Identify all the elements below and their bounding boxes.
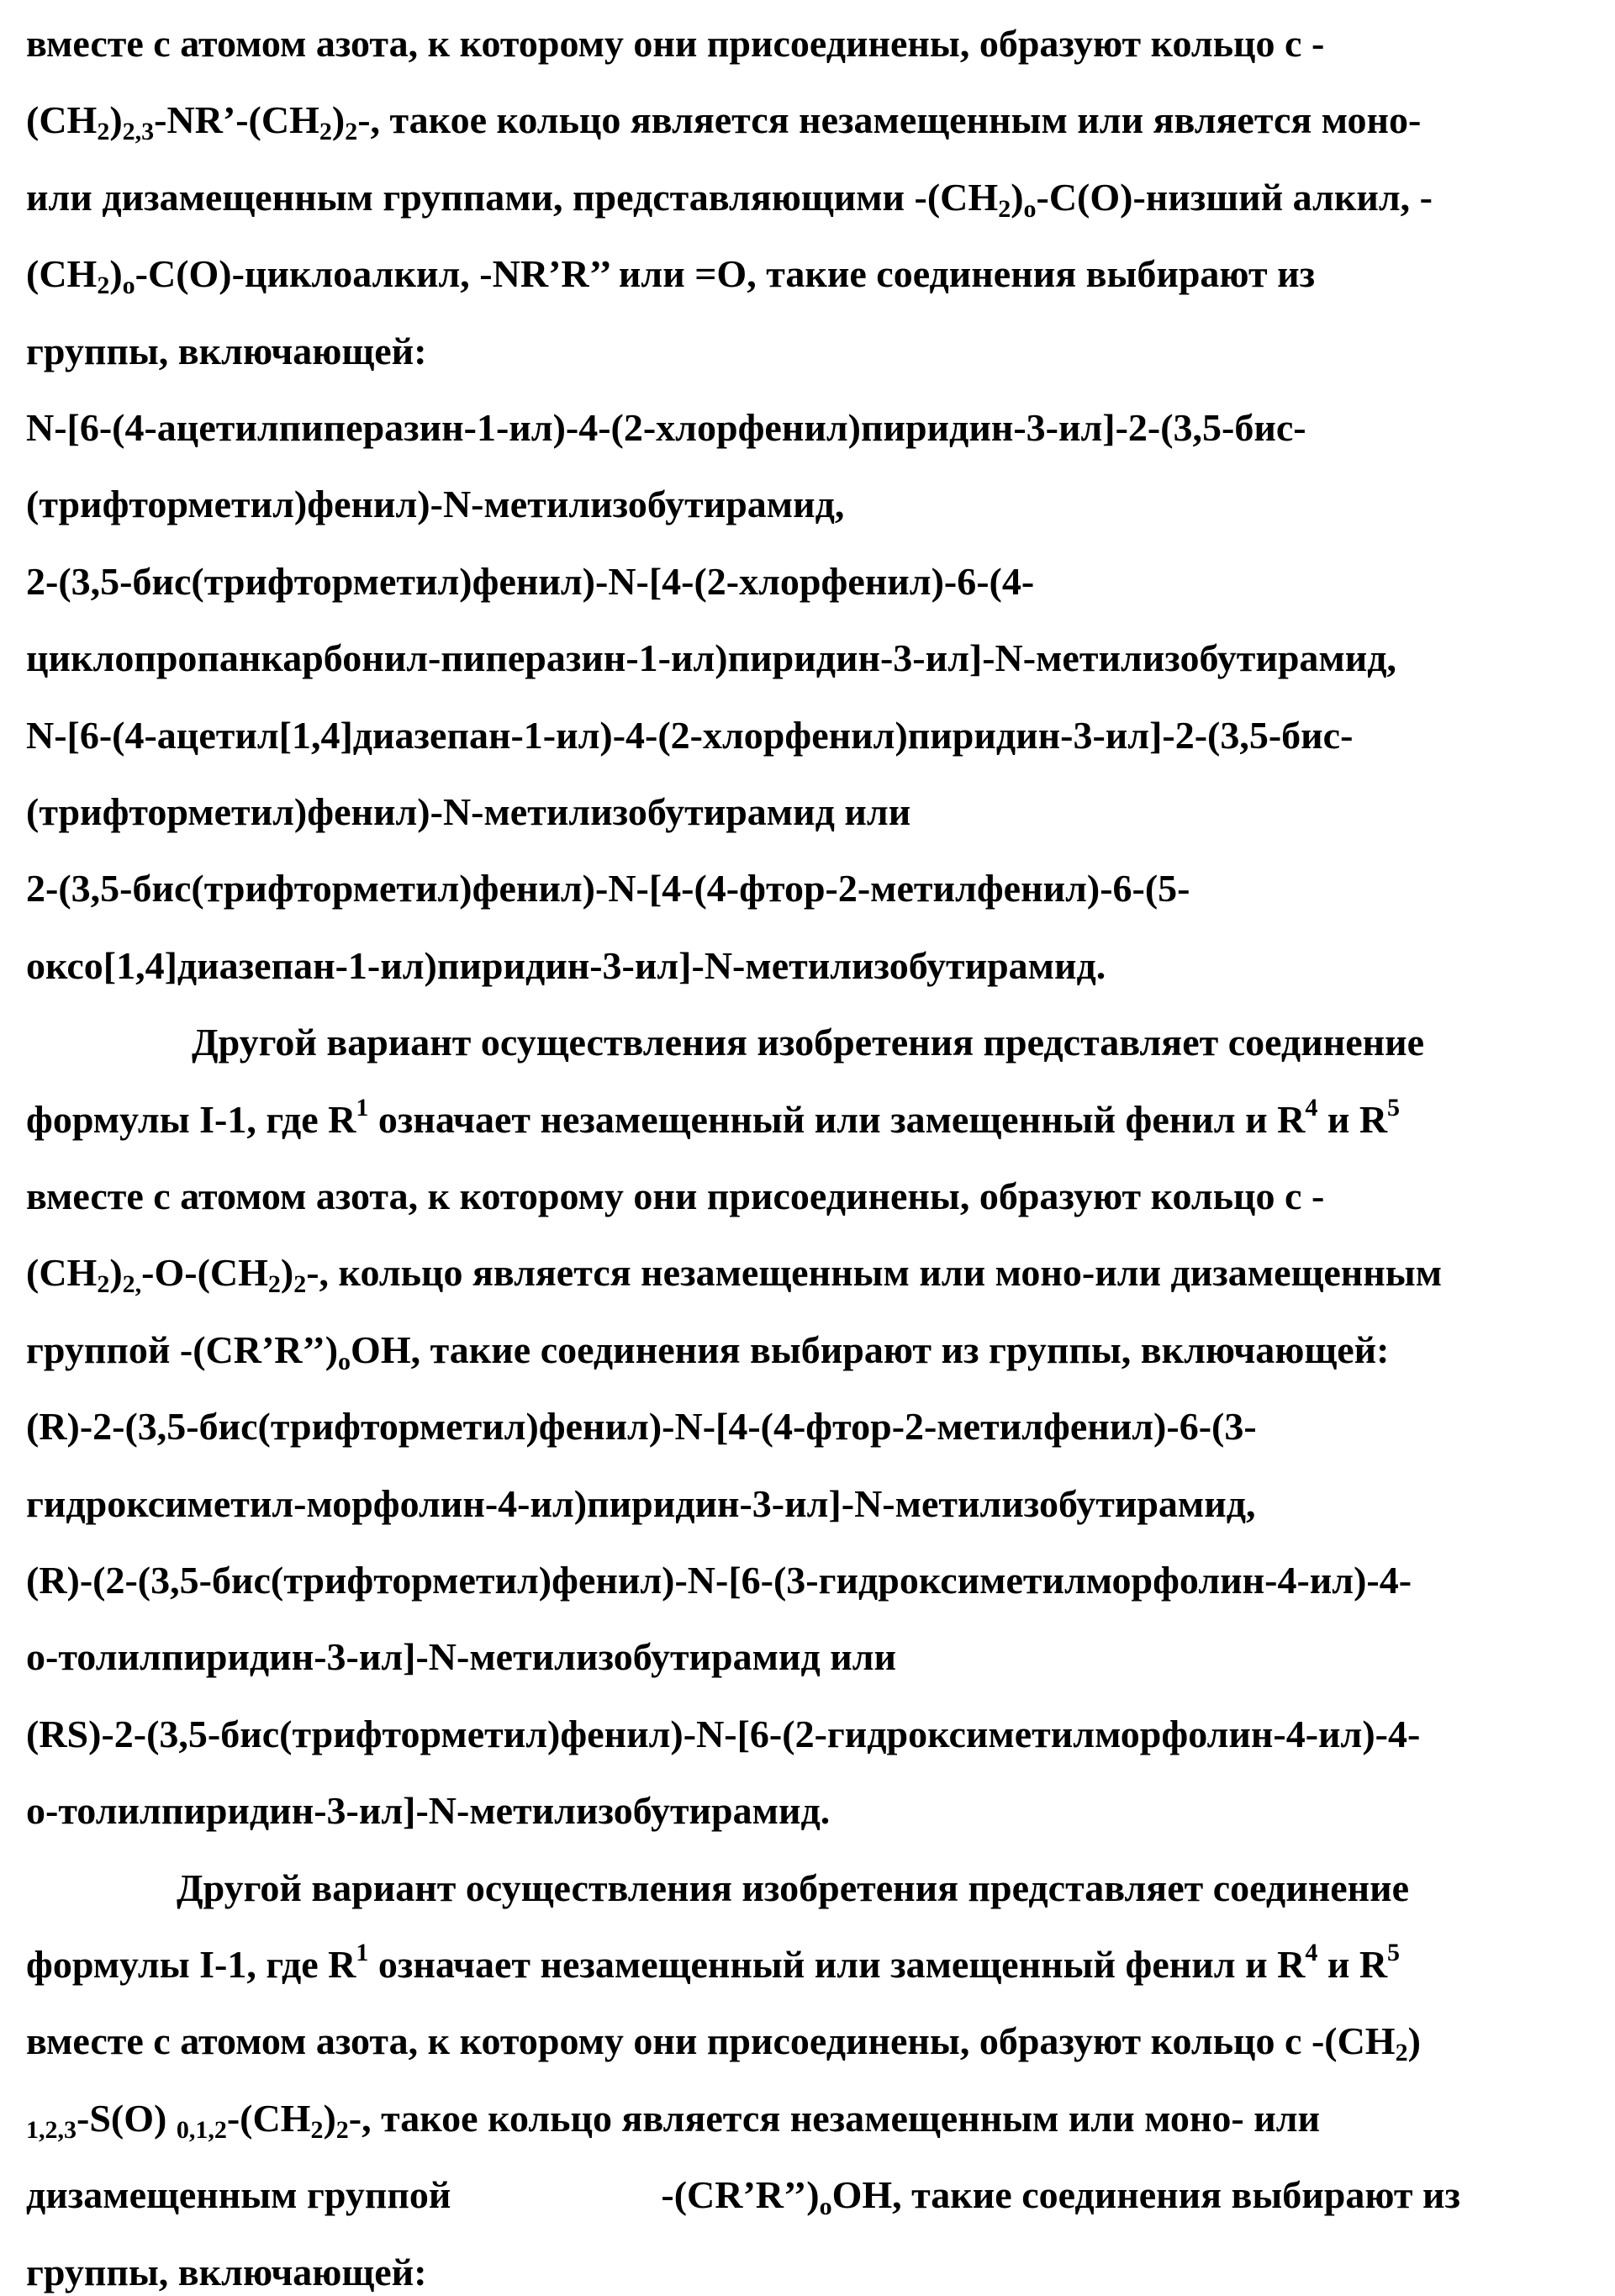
text-segment: -C(O)-циклоалкил, -NR’R’’ или =O, такие соединения выбирают из — [135, 252, 1315, 295]
text-line — [26, 635, 1396, 682]
text-segment: (R)-2-(3,5-бис(трифторметил)фенил)-N-[4-(4-фтор-2-метилфенил)-6-(3- — [26, 1405, 1257, 1448]
text-line — [26, 865, 1190, 912]
text-segment: вместе с атомом азота, к которому они присоединены, образуют кольцо с - — [26, 1174, 1324, 1217]
subscript: 0,1,2 — [177, 2116, 227, 2144]
text-segment: группы, включающей: — [26, 2251, 427, 2293]
text-line — [26, 2172, 1460, 2219]
text-segment: (трифторметил)фенил)-N-метилизобутирамид, — [26, 483, 844, 525]
text-segment: ) — [332, 98, 345, 141]
text-line — [26, 1711, 1420, 1758]
text-line — [26, 20, 1324, 67]
text-segment: -S(O) — [77, 2097, 177, 2140]
text-segment: (R)-(2-(3,5-бис(трифторметил)фенил)-N-[6-(3-гидроксиметилморфолин-4-ил)-4- — [26, 1559, 1412, 1602]
text-segment: 2-(3,5-бис(трифторметил)фенил)-N-[4-(4-фтор-2-метилфенил)-6-(5- — [26, 867, 1190, 910]
text-segment: ) — [109, 252, 122, 295]
text-segment: формулы I-1, где R — [26, 1098, 356, 1141]
text-segment: -(CH — [227, 2097, 311, 2140]
subscript: o — [123, 272, 135, 299]
text-segment: -, кольцо является незамещенным или моно-или дизамещенным — [306, 1251, 1442, 1294]
text-segment: вместе с атомом азота, к которому они присоединены, образуют кольцо с -(CH — [26, 2019, 1396, 2062]
text-line — [26, 1634, 896, 1681]
superscript: 5 — [1387, 1094, 1400, 1122]
text-line — [26, 404, 1306, 451]
text-segment: ) — [1408, 2019, 1421, 2062]
text-segment: о-толилпиридин-3-ил]-N-метилизобутирамид или — [26, 1635, 896, 1678]
subscript: o — [1024, 195, 1037, 223]
text-line — [26, 1249, 1442, 1296]
superscript: 1 — [356, 1094, 368, 1122]
text-segment: гидроксиметил-морфолин-4-ил)пиридин-3-ил]-N-метилизобутирамид, — [26, 1482, 1256, 1525]
text-segment: ) — [109, 1251, 122, 1294]
text-segment: 2-(3,5-бис(трифторметил)фенил)-N-[4-(2-хлорфенил)-6-(4- — [26, 560, 1034, 603]
text-segment: ) — [281, 1251, 293, 1294]
text-segment: -NR’-(CH — [154, 98, 319, 141]
subscript: 2 — [1396, 2039, 1408, 2066]
subscript: 2 — [97, 272, 109, 299]
text-line — [26, 1481, 1256, 1528]
text-line — [26, 1173, 1324, 1220]
text-segment: Другой вариант осуществления изобретения представляет соединение — [177, 1866, 1409, 1909]
text-line — [26, 174, 1433, 221]
text-segment: (RS)-2-(3,5-бис(трифторметил)фенил)-N-[6-(2-гидроксиметилморфолин-4-ил)-4- — [26, 1713, 1420, 1755]
text-segment: -O-(CH — [141, 1251, 268, 1294]
text-segment: и R — [1317, 1098, 1387, 1141]
text-line — [192, 1019, 1424, 1066]
superscript: 4 — [1305, 1939, 1317, 1966]
text-line — [26, 558, 1034, 605]
subscript: 1,2,3 — [26, 2116, 77, 2144]
subscript: 2 — [97, 118, 109, 145]
text-segment: ) — [323, 2097, 335, 2140]
text-segment: о-толилпиридин-3-ил]-N-метилизобутирамид. — [26, 1789, 830, 1832]
text-line — [26, 1403, 1257, 1450]
text-line — [26, 1096, 1400, 1143]
text-segment: OH, такие соединения выбирают из группы, включающей: — [351, 1328, 1389, 1371]
text-segment: дизамещенным группой — [26, 2173, 451, 2216]
subscript: o — [820, 2193, 832, 2220]
subscript: 2 — [336, 2116, 349, 2144]
text-segment: (CH — [26, 1251, 97, 1294]
text-line — [26, 481, 844, 528]
text-segment: формулы I-1, где R — [26, 1943, 356, 1986]
text-segment: Другой вариант осуществления изобретения представляет соединение — [192, 1021, 1424, 1064]
text-line — [26, 1557, 1412, 1604]
text-segment: -, такое кольцо является незамещенным или моно- или — [349, 2097, 1320, 2140]
text-line — [26, 2249, 427, 2296]
text-segment: ) — [109, 98, 122, 141]
text-line — [26, 942, 1106, 990]
subscript: 2 — [293, 1270, 306, 1298]
text-line — [26, 712, 1353, 759]
text-segment: группой -(CR’R’’) — [26, 1328, 338, 1371]
text-line — [26, 1327, 1390, 1374]
superscript: 1 — [356, 1939, 368, 1966]
text-line — [26, 251, 1315, 298]
text-segment: N-[6-(4-ацетилпиперазин-1-ил)-4-(2-хлорфенил)пиридин-3-ил]-2-(3,5-бис- — [26, 406, 1306, 449]
text-line — [26, 97, 1421, 144]
text-segment: циклопропанкарбонил-пиперазин-1-ил)пиридин-3-ил]-N-метилизобутирамид, — [26, 636, 1396, 679]
subscript: 2 — [97, 1270, 109, 1298]
subscript: o — [338, 1348, 351, 1375]
text-line — [177, 1865, 1409, 1912]
text-segment: -C(O)-низший алкил, - — [1037, 176, 1433, 219]
text-segment: или дизамещенным группами, представляющими -(CH — [26, 176, 998, 219]
subscript: 2 — [319, 118, 332, 145]
text-segment: вместе с атомом азота, к которому они присоединены, образуют кольцо с - — [26, 22, 1324, 65]
text-segment: (CH — [26, 98, 97, 141]
text-line — [26, 789, 910, 836]
text-segment: ) — [1011, 176, 1023, 219]
text-line — [26, 1787, 830, 1834]
text-line — [26, 328, 427, 375]
subscript: 2,3 — [123, 118, 155, 145]
text-segment: -, такое кольцо является незамещенным или является моно- — [357, 98, 1421, 141]
text-segment: группы, включающей: — [26, 330, 427, 372]
text-line — [26, 2095, 1320, 2142]
text-line — [26, 2018, 1421, 2065]
subscript: 2, — [123, 1270, 142, 1298]
subscript: 2 — [345, 118, 357, 145]
text-segment: (трифторметил)фенил)-N-метилизобутирамид или — [26, 790, 910, 833]
superscript: 5 — [1387, 1939, 1400, 1966]
subscript: 2 — [310, 2116, 323, 2144]
text-segment: означает незамещенный или замещенный фенил и R — [368, 1943, 1305, 1986]
text-segment: -(CR’R’’) — [661, 2173, 819, 2216]
text-segment: (CH — [26, 252, 97, 295]
text-segment: означает незамещенный или замещенный фенил и R — [368, 1098, 1305, 1141]
text-segment: OH, такие соединения выбирают из — [832, 2173, 1460, 2216]
subscript: 2 — [268, 1270, 281, 1298]
text-line — [26, 1941, 1400, 1988]
text-segment: оксо[1,4]диазепан-1-ил)пиридин-3-ил]-N-метилизобутирамид. — [26, 944, 1106, 987]
text-segment: и R — [1317, 1943, 1387, 1986]
superscript: 4 — [1305, 1094, 1317, 1122]
subscript: 2 — [998, 195, 1011, 223]
text-segment: N-[6-(4-ацетил[1,4]диазепан-1-ил)-4-(2-хлорфенил)пиридин-3-ил]-2-(3,5-бис- — [26, 714, 1353, 757]
